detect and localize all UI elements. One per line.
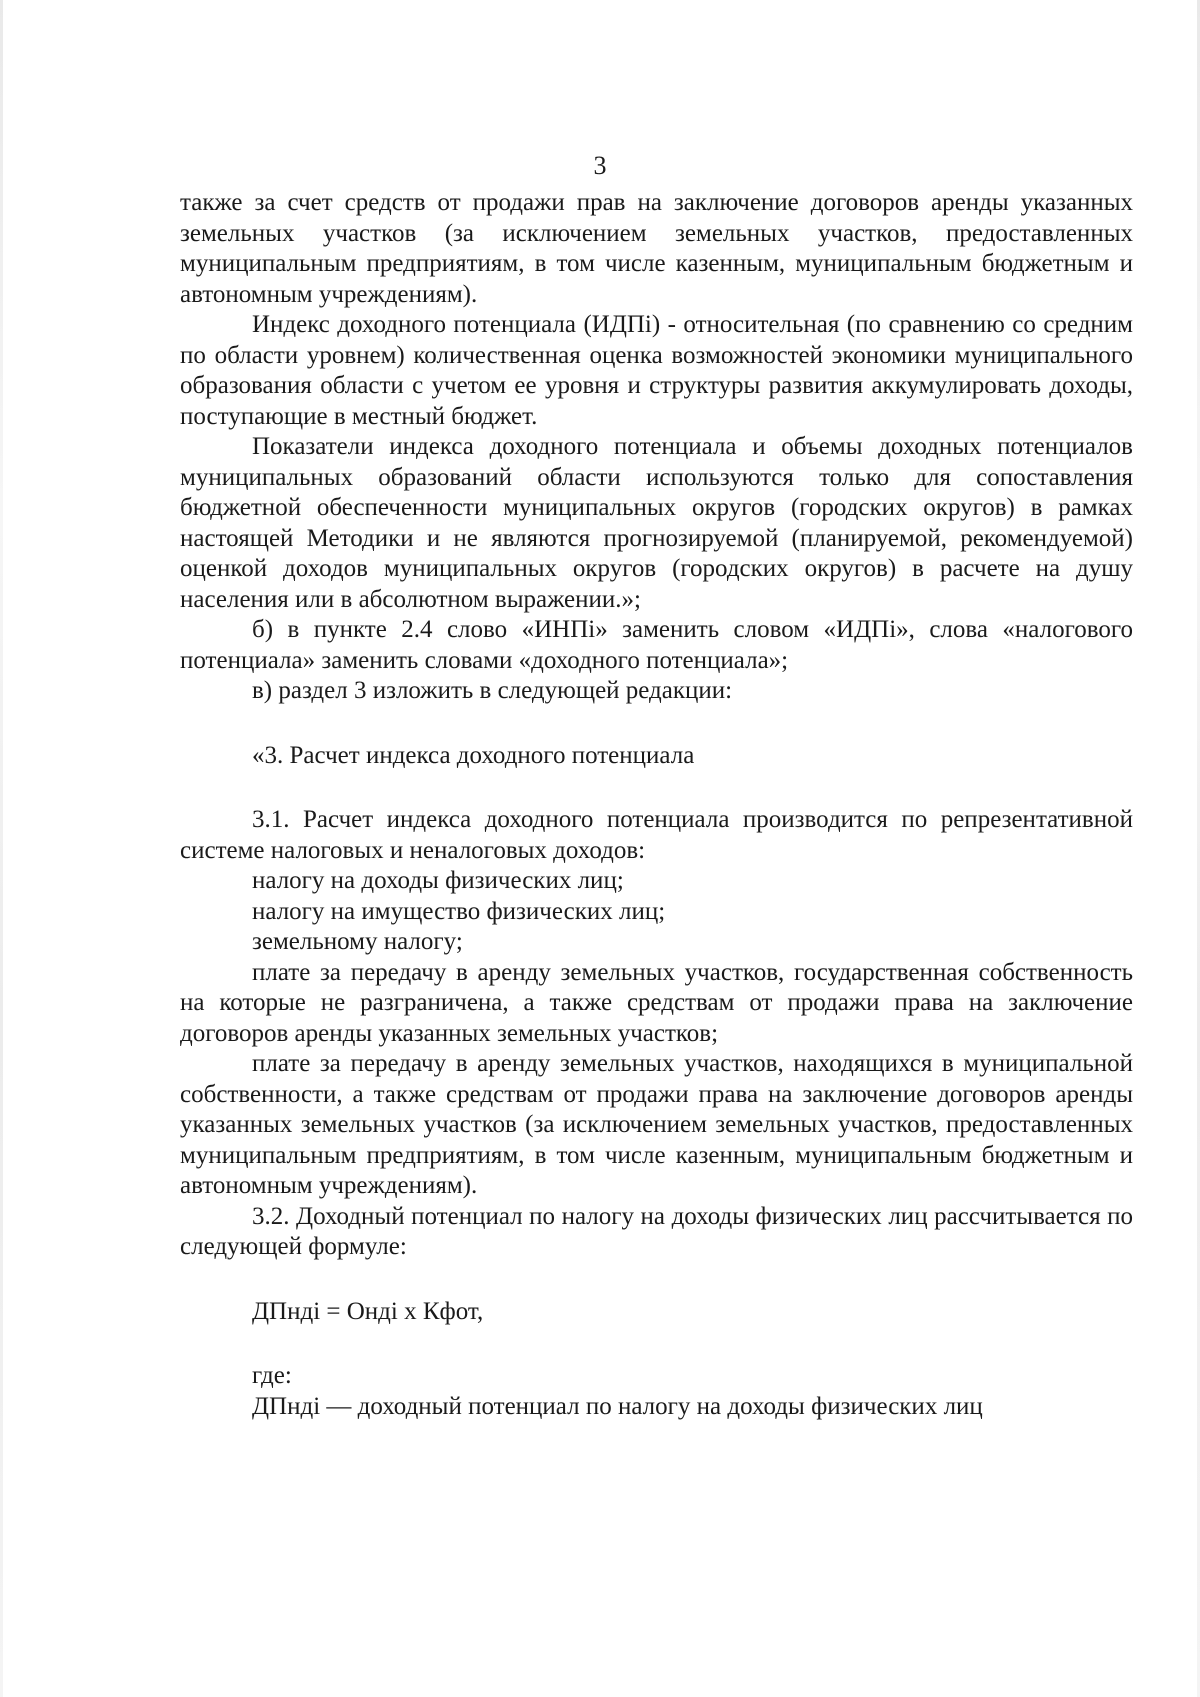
paragraph-3-1: 3.1. Расчет индекса доходного потенциала производится по репрезентативной системе налоговых и неналоговых доходов: — [180, 806, 1133, 864]
scan-edge-left — [0, 0, 3, 1697]
paragraph-amendment-v: в) раздел 3 изложить в следующей редакции: — [252, 677, 733, 704]
paragraph-definition-dpnd: ДПндi — доходный потенциал по налогу на доходы физических лиц — [252, 1392, 983, 1420]
where-label: где: — [252, 1362, 292, 1389]
spacer — [180, 1327, 1133, 1361]
paragraph-income-index-definition: Индекс доходного потенциала (ИДПi) - относительная (по сравнению со средним по области уровнем) количественная оценка возможностей экономики муниципального образования области с учетом ее уровня и структуры развития аккумулировать доходы, поступающие в местный бюджет. — [180, 311, 1133, 430]
spacer — [180, 771, 1133, 805]
paragraph-indicators-usage: Показатели индекса доходного потенциала и объемы доходных потенциалов муниципальных образований области используются только для сопоставления бюджетной обеспеченности муниципальных округов (городских округов) в рамках настоящей Методики и не являются прогнозируемой (планируемой, рекомендуемой) оценкой доходов муниципальных округов (городских округов) в расчете на душу населения или в абсолютном выражении.»; — [180, 433, 1133, 613]
spacer — [180, 707, 1133, 741]
paragraph-3-2: 3.2. Доходный потенциал по налогу на доходы физических лиц рассчитывается по следующей формуле: — [180, 1202, 1133, 1260]
list-item: земельному налогу; — [252, 928, 463, 955]
page-number: 3 — [593, 151, 607, 180]
document-body — [180, 188, 1133, 1422]
spacer — [180, 1263, 1133, 1297]
list-item: налогу на доходы физических лиц; — [252, 867, 624, 894]
paragraph-continuation: также за счет средств от продажи прав на заключение договоров аренды указанных земельных участков (за исключением земельных участков, предоставленных муниципальным предприятиям, в том числе казенным, муниципальным бюджетным и автономным учреждениям). — [180, 189, 1133, 308]
formula: ДПндi = Ондi х Кфот, — [252, 1297, 484, 1325]
paragraph-land-rent-municipal: плате за передачу в аренду земельных участков, находящихся в муниципальной собственности, а также средствам от продажи права на заключение договоров аренды указанных земельных участков (за исключением земельных участков, предоставленных муниципальным предприятиям, в том числе казенным, муниципальным бюджетным и автономным учреждениям). — [180, 1050, 1133, 1199]
paragraph-amendment-b: б) в пункте 2.4 слово «ИНПi» заменить словом «ИДПi», слова «налогового потенциала» заменить словами «доходного потенциала»; — [180, 616, 1133, 674]
paragraph-land-rent-state: плате за передачу в аренду земельных участков, государственная собственность на которые не разграничена, а также средствам от продажи права на заключение договоров аренды указанных земельных участков; — [180, 958, 1133, 1047]
list-item: налогу на имущество физических лиц; — [252, 897, 666, 925]
section-heading: «3. Расчет индекса доходного потенциала — [252, 741, 695, 769]
